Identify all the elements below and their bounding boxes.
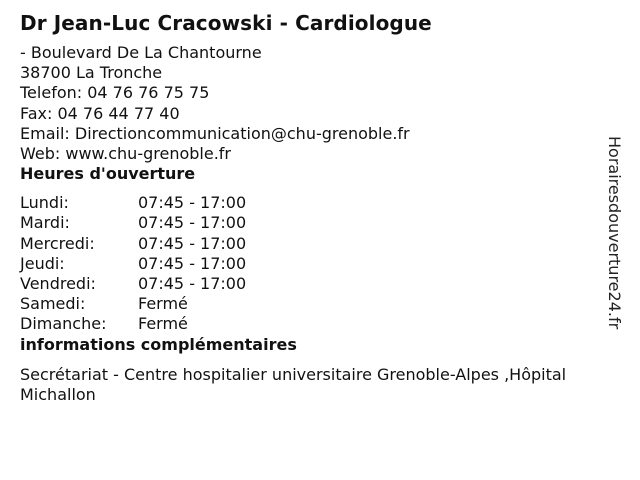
day-label: Vendredi: <box>20 274 96 294</box>
opening-hours-table <box>20 193 246 334</box>
hours-row-thursday <box>20 254 246 274</box>
contact-block <box>20 43 620 164</box>
day-hours: Fermé <box>138 314 188 334</box>
hours-row-monday <box>20 193 246 213</box>
street-address: - Boulevard De La Chantourne <box>20 43 262 62</box>
day-label: Jeudi: <box>20 253 65 273</box>
business-card <box>20 10 620 405</box>
additional-info-text: Secrétariat - Centre hospitalier universitaire Grenoble-Alpes ,Hôpital Michallon <box>20 364 567 404</box>
page-title: Dr Jean-Luc Cracowski - Cardiologue <box>20 11 432 35</box>
day-hours: 07:45 - 17:00 <box>138 274 247 294</box>
fax-number: Fax: 04 76 44 77 40 <box>20 103 180 123</box>
opening-hours-heading: Heures d'ouverture <box>20 164 196 184</box>
site-watermark: Horairesdouverture24.fr <box>605 136 624 330</box>
hours-row-tuesday <box>20 213 246 233</box>
day-hours: 07:45 - 17:00 <box>138 233 247 253</box>
phone-number: Telefon: 04 76 76 75 75 <box>20 83 210 103</box>
day-label: Mardi: <box>20 213 70 233</box>
day-label: Samedi: <box>20 294 86 314</box>
day-hours: 07:45 - 17:00 <box>138 253 247 273</box>
hours-row-sunday <box>20 314 246 334</box>
hours-row-friday <box>20 274 246 294</box>
email-address: Email: Directioncommunication@chu-grenoble.fr <box>20 123 410 143</box>
day-hours: 07:45 - 17:00 <box>138 213 247 233</box>
day-hours: 07:45 - 17:00 <box>138 193 247 213</box>
day-label: Dimanche: <box>20 314 107 334</box>
hours-row-wednesday <box>20 234 246 254</box>
day-hours: Fermé <box>138 294 188 314</box>
day-label: Lundi: <box>20 193 69 213</box>
day-label: Mercredi: <box>20 233 95 253</box>
postal-city: 38700 La Tronche <box>20 63 163 83</box>
website: Web: www.chu-grenoble.fr <box>20 144 231 164</box>
additional-info-heading: informations complémentaires <box>20 334 297 354</box>
hours-row-saturday <box>20 294 246 314</box>
